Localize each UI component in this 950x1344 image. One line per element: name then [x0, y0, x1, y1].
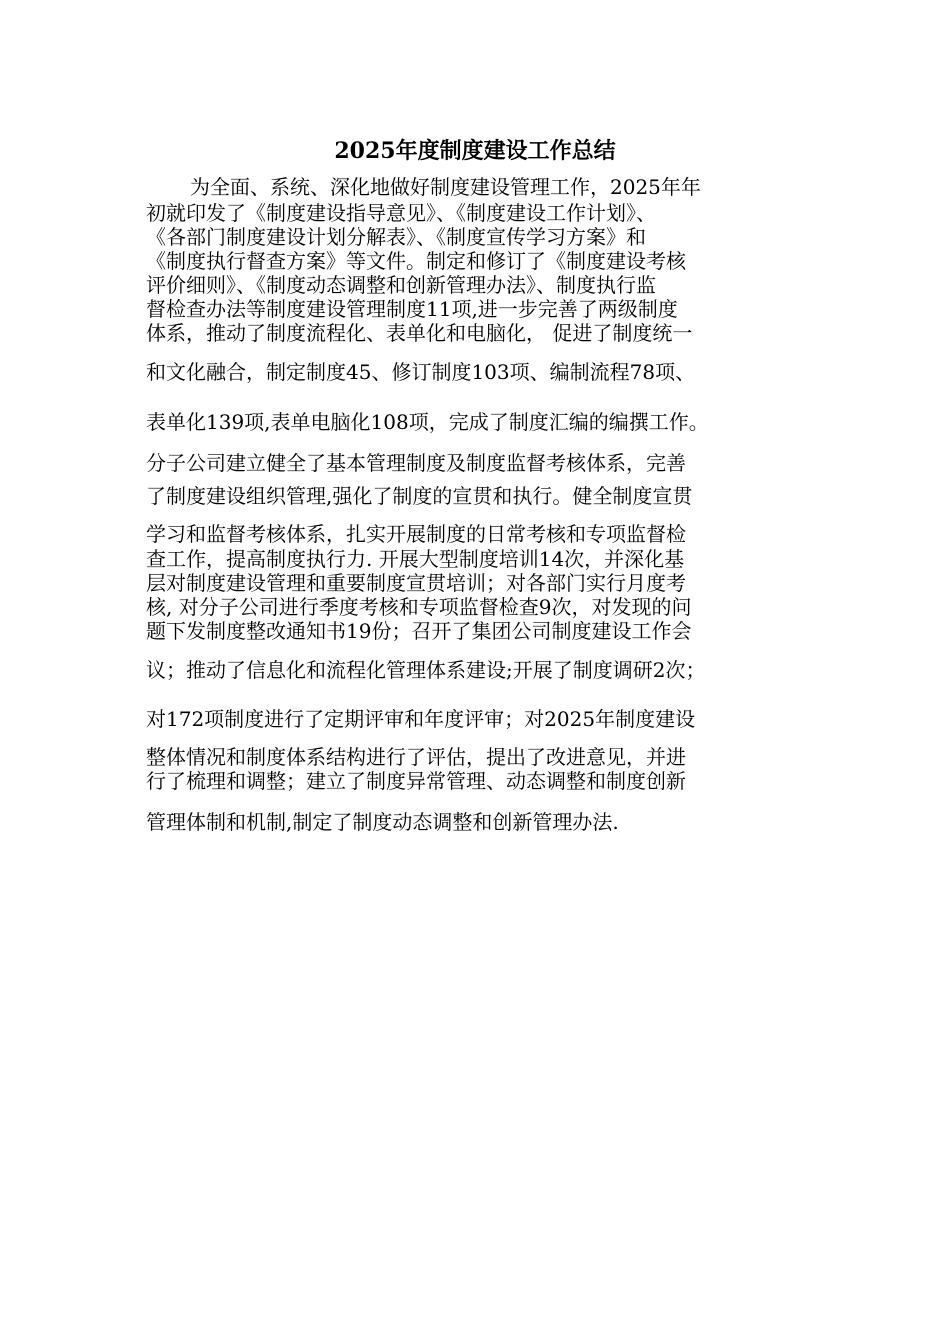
body-line-6: 督检查办法等制度建设管理制度11项,进一步完善了两级制度 — [146, 297, 678, 321]
document-title: 2025年度制度建设工作总结 — [334, 138, 616, 164]
body-line-3: 《各部门制度建设计划分解表》、《制度宣传学习方案》和 — [146, 225, 646, 249]
body-line-9: 表单化139项,表单电脑化108项，完成了制度汇编的编撰工作。 — [146, 410, 709, 434]
body-line-5: 评价细则》、《制度动态调整和创新管理办法》、制度执行监 — [146, 273, 656, 297]
body-line-17: 议；推动了信息化和流程化管理体系建设;开展了制度调研2次； — [146, 658, 706, 682]
body-line-10: 分子公司建立健全了基本管理制度及制度监督考核体系，完善 — [146, 451, 686, 475]
body-line-19: 整体情况和制度体系结构进行了评估，提出了改进意见，并进 — [146, 745, 686, 769]
body-line-21: 管理体制和机制,制定了制度动态调整和创新管理办法. — [146, 810, 619, 834]
body-line-13: 查工作，提高制度执行力. 开展大型制度培训14次，并深化基 — [146, 547, 685, 571]
body-line-7: 体系，推动了制度流程化、表单化和电脑化， 促进了制度统一 — [146, 321, 693, 345]
body-line-4: 《制度执行督查方案》等文件。制定和修订了《制度建设考核 — [146, 249, 686, 273]
body-line-2: 初就印发了《制度建设指导意见》、《制度建设工作计划》、 — [146, 201, 656, 225]
body-line-15: 核, 对分子公司进行季度考核和专项监督检查9次，对发现的问 — [146, 595, 692, 619]
body-line-11: 了制度建设组织管理,强化了制度的宣贯和执行。健全制度宣贯 — [146, 484, 693, 508]
body-line-12: 学习和监督考核体系，扎实开展制度的日常考核和专项监督检 — [146, 522, 686, 546]
body-line-18: 对172项制度进行了定期评审和年度评审；对2025年制度建设 — [146, 707, 696, 731]
body-line-14: 层对制度建设管理和重要制度宣贯培训；对各部门实行月度考 — [146, 571, 686, 595]
body-line-1: 为全面、系统、深化地做好制度建设管理工作，2025年年 — [190, 175, 701, 199]
body-line-16: 题下发制度整改通知书19份；召开了集团公司制度建设工作会 — [146, 619, 692, 643]
body-line-20: 行了梳理和调整；建立了制度异常管理、动态调整和制度创新 — [146, 769, 686, 793]
body-line-8: 和文化融合，制定制度45、修订制度103项、编制流程78项、 — [146, 360, 696, 384]
